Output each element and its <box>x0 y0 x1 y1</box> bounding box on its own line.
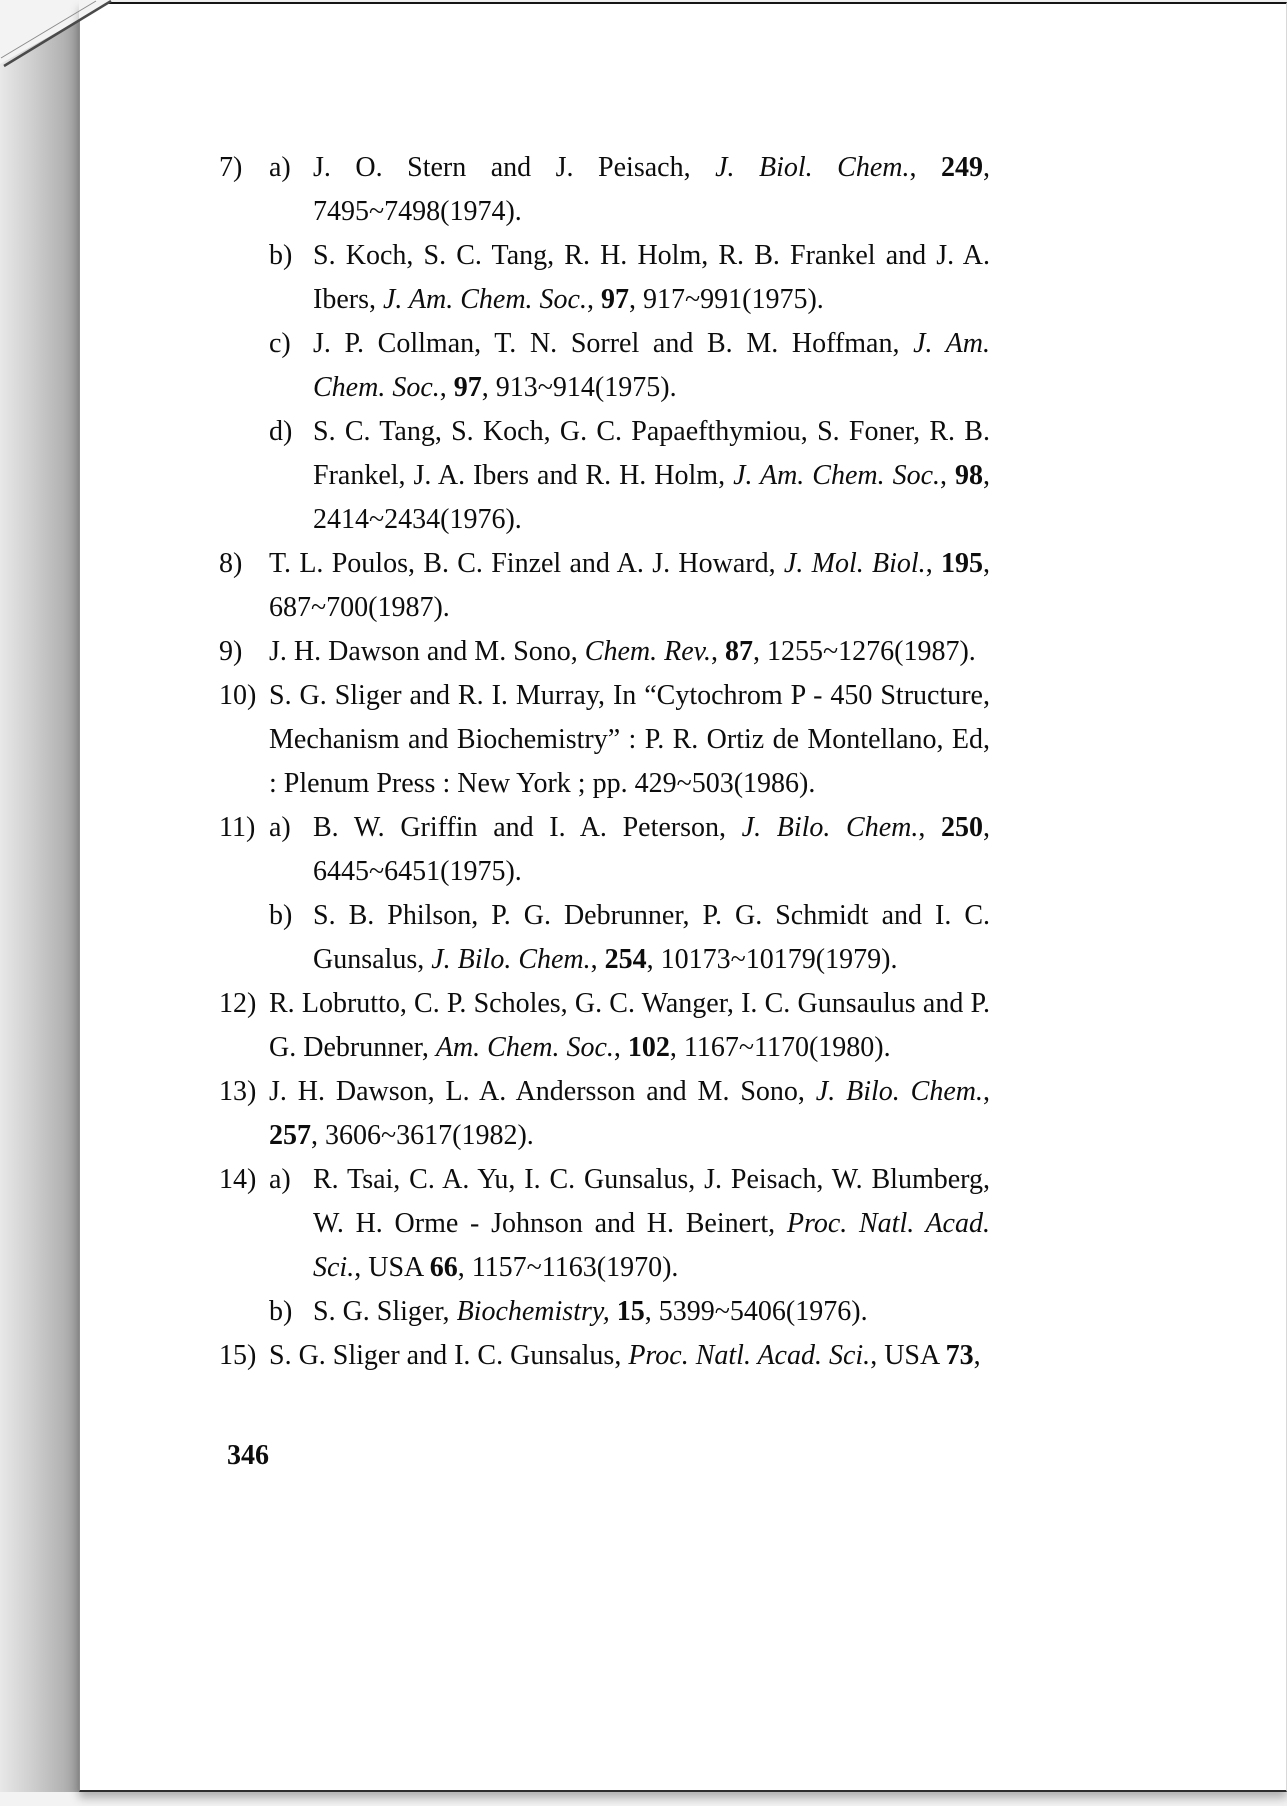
reference-text-segment: J. Bilo. Chem. <box>815 1076 983 1107</box>
reference-text <box>313 806 990 894</box>
reference-text-segment: J. O. Stern and J. Peisach, <box>313 152 716 183</box>
reference-text-segment: 87 <box>725 636 753 667</box>
reference-entry <box>269 982 990 1070</box>
reference-number: 15) <box>219 1340 257 1371</box>
reference-text-segment: 250 <box>941 812 983 843</box>
reference-text <box>313 1158 990 1290</box>
reference-item <box>219 1334 990 1378</box>
reference-number: 12) <box>219 988 257 1019</box>
reference-text-segment: S. G. Sliger and R. I. Murray, In “Cytochrom P - 450 Structure, Mechanism and Biochemistry” : P. R. Ortiz de Montellano, Ed, : Plenum Press : New York ; pp. 429~503(1986). <box>269 680 990 799</box>
reference-text <box>313 234 990 322</box>
reference-item <box>219 982 990 1070</box>
reference-entries <box>269 542 990 630</box>
reference-text-segment: , 10173~10179(1979). <box>646 944 898 975</box>
reference-entries <box>269 1334 990 1378</box>
reference-text-segment: , <box>586 284 601 315</box>
reference-entry <box>269 542 990 630</box>
reference-text-segment: 15 <box>616 1296 645 1327</box>
reference-text-segment: , 6445~6451(1975). <box>313 812 990 887</box>
reference-text-segment: S. G. Sliger and I. C. Gunsalus, <box>269 1340 629 1371</box>
reference-entry <box>269 1158 990 1290</box>
reference-entries <box>269 1070 990 1158</box>
reference-sublabel: b) <box>269 1296 293 1327</box>
reference-text-segment: , 7495~7498(1974). <box>313 152 990 227</box>
reference-text <box>313 410 990 542</box>
reference-text-segment: , <box>925 548 941 579</box>
reference-text-segment: 98 <box>955 460 983 491</box>
reference-sublabel: a) <box>269 812 291 843</box>
reference-text-segment: , <box>973 1340 981 1371</box>
reference-text-segment: , 1157~1163(1970). <box>457 1252 679 1283</box>
reference-text-segment: Am. Chem. Soc. <box>435 1032 614 1063</box>
reference-text <box>269 1070 990 1158</box>
reference-entry <box>269 630 990 674</box>
reference-text <box>269 630 990 674</box>
reference-text-segment: J. Mol. Biol. <box>783 548 926 579</box>
reference-text-segment: 254 <box>604 944 647 975</box>
reference-text-segment: , 5399~5406(1976). <box>644 1296 868 1327</box>
reference-text-segment: J. Am. Chem. Soc. <box>733 460 941 491</box>
reference-number: 14) <box>219 1164 257 1195</box>
reference-text-segment: , <box>590 944 605 975</box>
reference-item <box>219 542 990 630</box>
reference-item <box>219 1070 990 1158</box>
references-list <box>219 146 990 1378</box>
page <box>79 2 1287 1792</box>
reference-text-segment: , 917~991(1975). <box>628 284 824 315</box>
page-corner-line-icon <box>0 0 150 96</box>
reference-text-segment: Proc. Natl. Acad. Sci. <box>628 1340 871 1371</box>
reference-text-segment: , <box>613 1032 628 1063</box>
reference-text-segment: , 3606~3617(1982). <box>311 1120 534 1151</box>
reference-text <box>269 542 990 630</box>
reference-text-segment: , 1255~1276(1987). <box>753 636 976 667</box>
reference-number: 11) <box>219 812 256 843</box>
reference-text-segment: S. B. Philson, P. G. Debrunner, P. G. Schmidt and I. C. Gunsalus, <box>313 900 990 975</box>
reference-entry <box>269 806 990 894</box>
reference-text-segment: , 687~700(1987). <box>269 548 990 623</box>
reference-text-segment: S. Koch, S. C. Tang, R. H. Holm, R. B. Frankel and J. A. Ibers, <box>313 240 990 315</box>
reference-text-segment: 102 <box>627 1032 670 1063</box>
reference-entry <box>269 410 990 542</box>
reference-text-segment: 249 <box>941 152 983 183</box>
reference-text-segment: 97 <box>600 284 629 315</box>
reference-entries <box>269 1158 990 1334</box>
reference-entry <box>269 234 990 322</box>
reference-text-segment: , USA <box>870 1340 946 1371</box>
reference-text-segment: , USA <box>354 1252 430 1283</box>
reference-text-segment: , <box>918 812 941 843</box>
book-page-edge <box>0 0 79 1792</box>
reference-entries <box>269 806 990 982</box>
reference-text <box>313 146 990 234</box>
page-content <box>219 146 990 1478</box>
reference-entry <box>269 1070 990 1158</box>
reference-text-segment: , <box>983 1076 990 1107</box>
reference-text <box>269 982 990 1070</box>
reference-text <box>269 674 990 806</box>
reference-sublabel: d) <box>269 416 293 447</box>
reference-sublabel: c) <box>269 328 291 359</box>
reference-text-segment: , <box>439 372 454 403</box>
reference-entry <box>269 1290 990 1334</box>
reference-text-segment: 97 <box>453 372 482 403</box>
reference-text-segment: Chem. Rev. <box>584 636 711 667</box>
reference-text-segment: , 2414~2434(1976). <box>313 460 990 535</box>
reference-item <box>219 146 990 542</box>
reference-text-segment: B. W. Griffin and I. A. Peterson, <box>313 812 742 843</box>
reference-text-segment: S. G. Sliger, <box>313 1296 457 1327</box>
reference-number: 13) <box>219 1076 257 1107</box>
reference-text <box>313 322 990 410</box>
reference-text-segment: R. Tsai, C. A. Yu, I. C. Gunsalus, J. Peisach, W. Blumberg, W. H. Orme - Johnson and H. Beinert, <box>313 1164 990 1239</box>
reference-text-segment: Proc. Natl. Acad. Sci. <box>313 1208 990 1283</box>
reference-text <box>269 1334 990 1378</box>
reference-item <box>219 674 990 806</box>
reference-number: 9) <box>219 636 243 667</box>
reference-text-segment: 195 <box>941 548 983 579</box>
reference-text-segment: J. Bilo. Chem. <box>741 812 919 843</box>
reference-entries <box>269 146 990 542</box>
reference-text-segment: Biochemistry, <box>456 1296 610 1327</box>
reference-entry <box>269 322 990 410</box>
reference-number: 7) <box>219 152 243 183</box>
reference-text-segment: J. Am. Chem. Soc. <box>382 284 587 315</box>
reference-entry <box>269 674 990 806</box>
reference-text-segment: J. H. Dawson and M. Sono, <box>269 636 585 667</box>
reference-text-segment: J. H. Dawson, L. A. Andersson and M. Sono, <box>269 1076 816 1107</box>
reference-sublabel: b) <box>269 900 293 931</box>
reference-text-segment: 66 <box>429 1252 458 1283</box>
page-number: 346 <box>227 1440 269 1471</box>
reference-text <box>313 894 990 982</box>
reference-number: 10) <box>219 680 257 711</box>
reference-text <box>313 1290 990 1334</box>
reference-sublabel: a) <box>269 152 291 183</box>
reference-entries <box>269 674 990 806</box>
reference-item <box>219 630 990 674</box>
reference-text-segment: J. Biol. Chem. <box>715 152 910 183</box>
reference-text-segment: , <box>711 636 725 667</box>
reference-text-segment: , 913~914(1975). <box>481 372 677 403</box>
reference-text-segment: 73 <box>945 1340 974 1371</box>
reference-sublabel: a) <box>269 1164 291 1195</box>
reference-entry <box>269 894 990 982</box>
reference-text-segment: T. L. Poulos, B. C. Finzel and A. J. Howard, <box>269 548 784 579</box>
reference-sublabel: b) <box>269 240 293 271</box>
reference-entry <box>269 1334 990 1378</box>
reference-text-segment: 257 <box>269 1120 311 1151</box>
reference-text-segment: , 1167~1170(1980). <box>669 1032 891 1063</box>
reference-item <box>219 806 990 982</box>
reference-item <box>219 1158 990 1334</box>
reference-entries <box>269 982 990 1070</box>
reference-text-segment: J. Bilo. Chem. <box>431 944 591 975</box>
reference-entry <box>269 146 990 234</box>
reference-entries <box>269 630 990 674</box>
reference-text-segment: , <box>940 460 955 491</box>
reference-text-segment: R. Lobrutto, C. P. Scholes, G. C. Wanger, I. C. Gunsaulus and P. G. Debrunner, <box>269 988 990 1063</box>
reference-number: 8) <box>219 548 243 579</box>
reference-text-segment: , <box>909 152 941 183</box>
reference-text-segment: J. P. Collman, T. N. Sorrel and B. M. Hoffman, <box>313 328 914 359</box>
reference-text-segment: S. C. Tang, S. Koch, G. C. Papaefthymiou, S. Foner, R. B. Frankel, J. A. Ibers and R. H. Holm, <box>313 416 990 491</box>
reference-text-segment: J. Am. Chem. Soc. <box>313 328 990 403</box>
reference-text-segment <box>610 1296 617 1327</box>
